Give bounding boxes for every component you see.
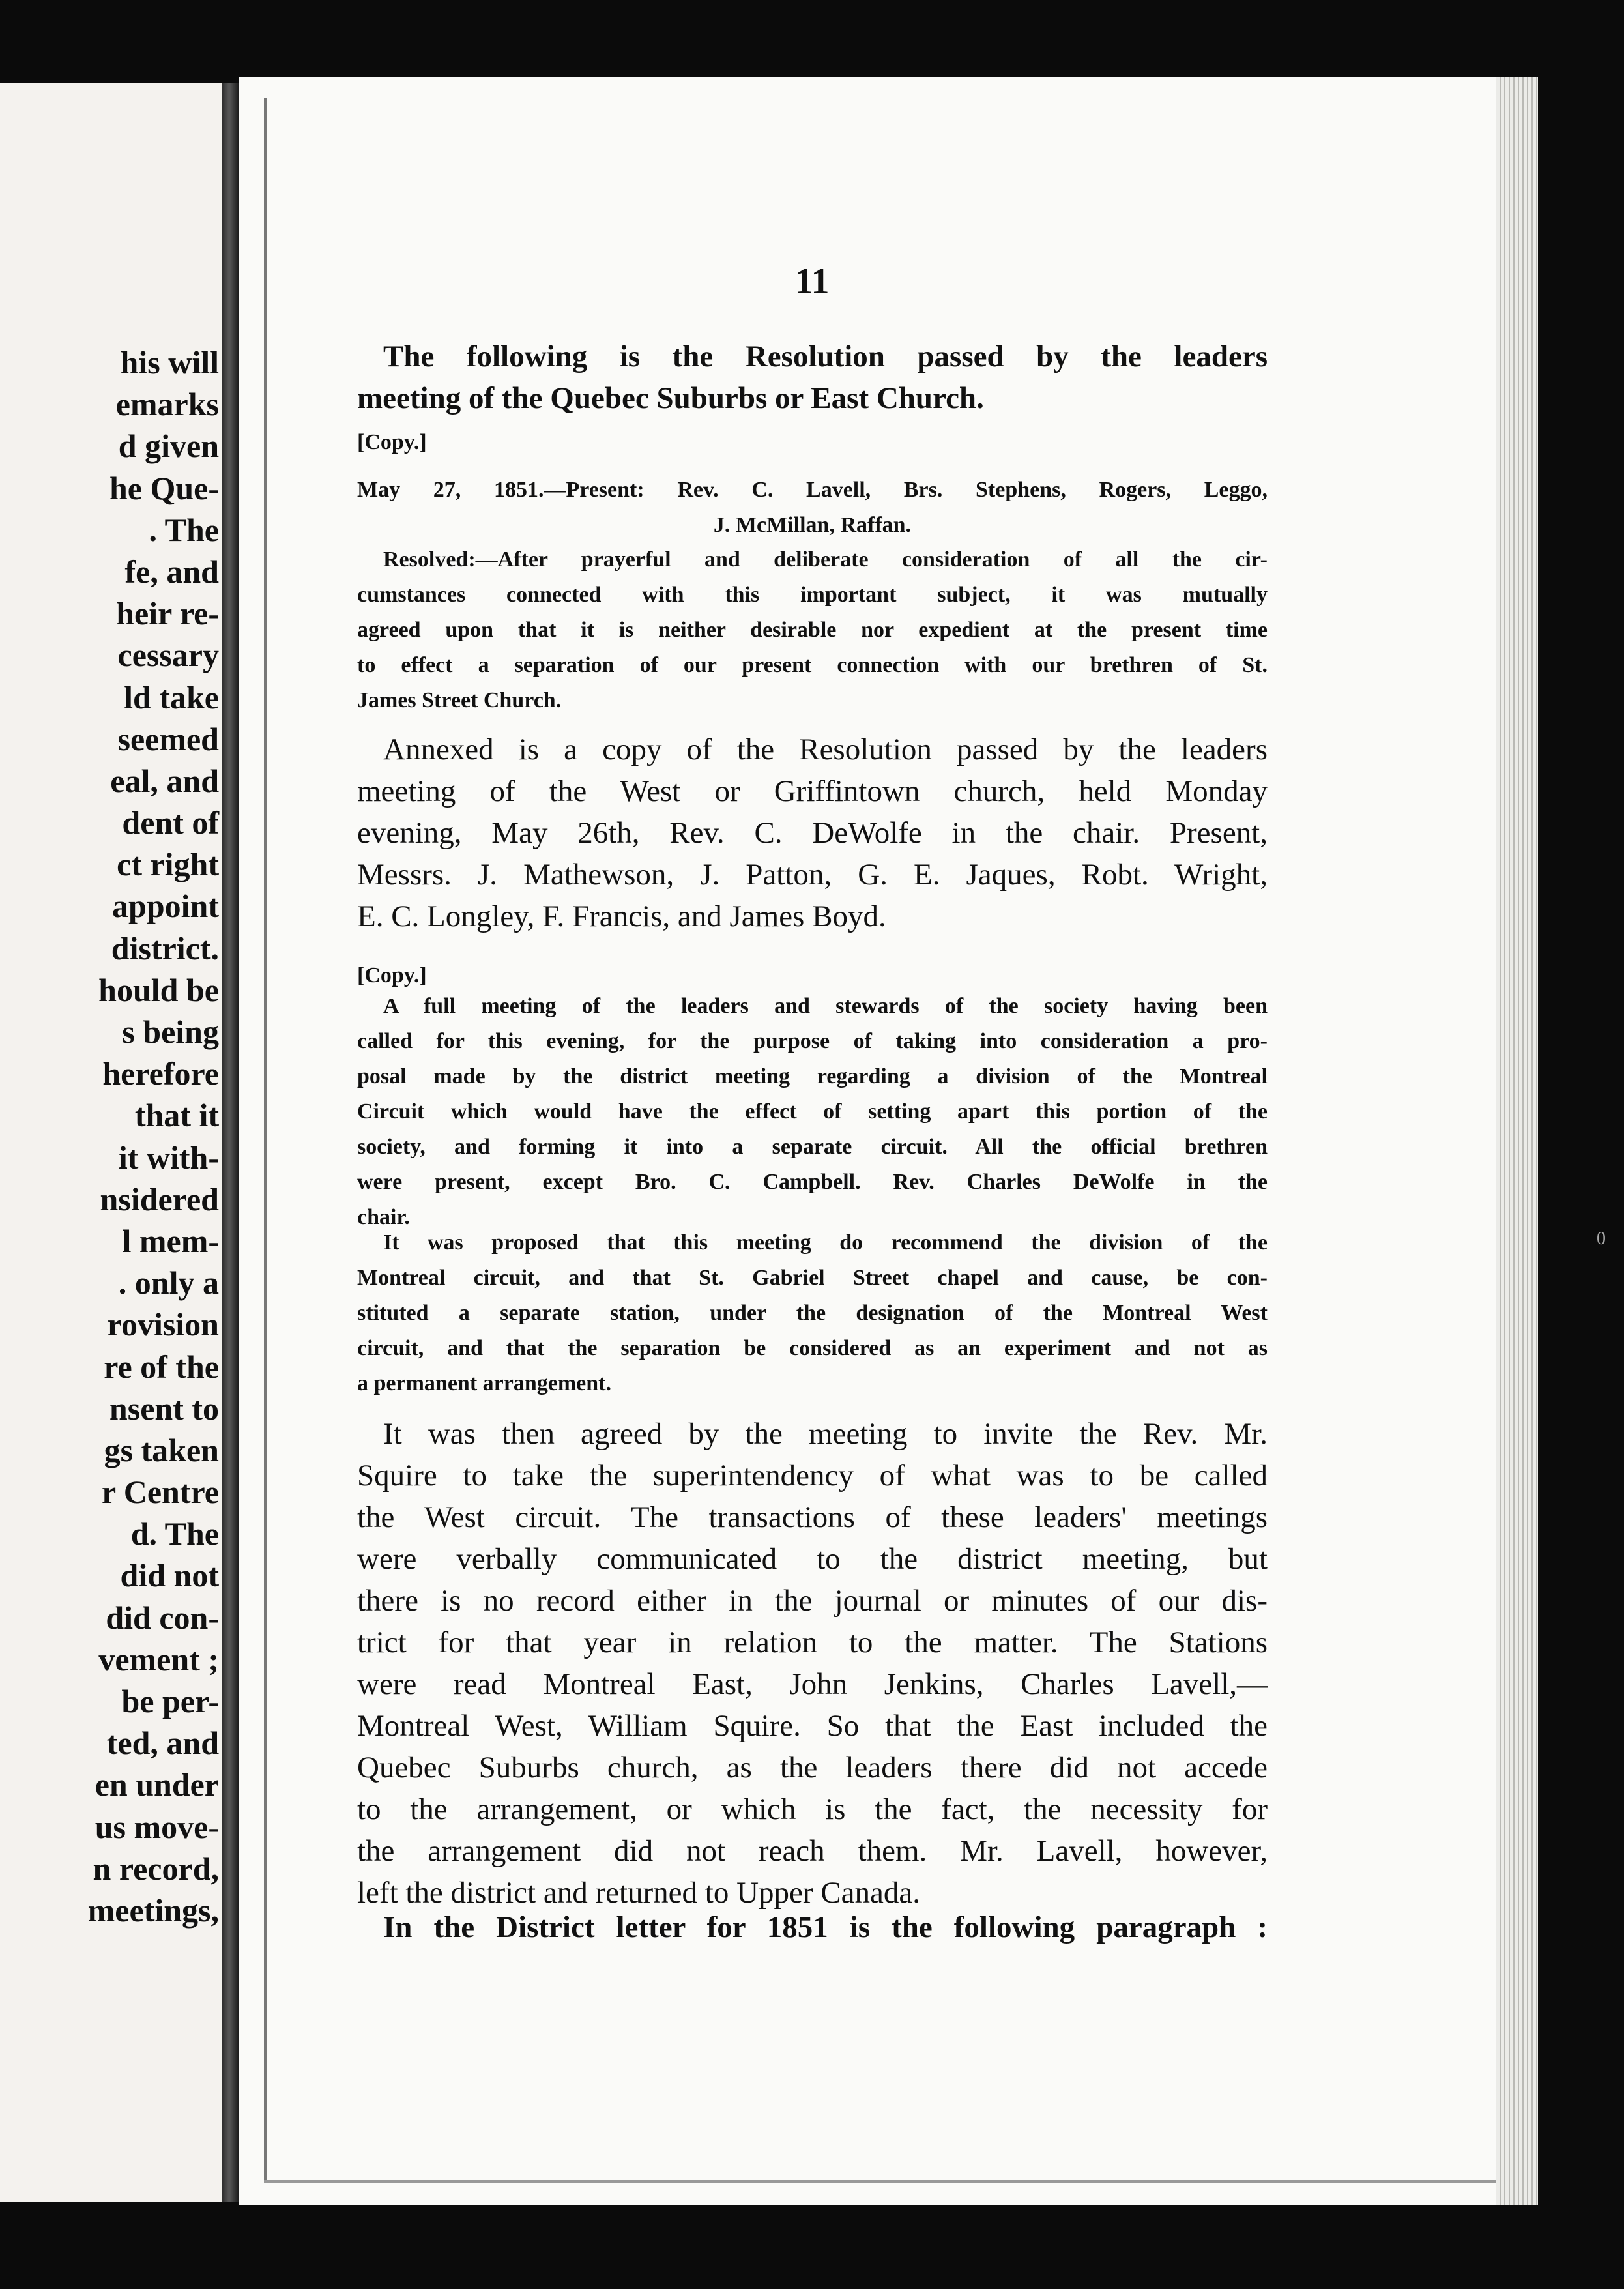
text-line: stituted a separate station, under the designation of the Montreal West [357,1301,1268,1325]
left-page-line: emarks [115,386,219,423]
left-page-line: appoint [112,888,219,925]
full-meeting-paragraph [357,981,1268,1227]
text-line: Circuit which would have the effect of setting apart this portion of the [357,1100,1268,1124]
text-line: the West circuit. The transactions of these leaders' meetings [357,1500,1268,1534]
left-page-line: re of the [104,1348,219,1385]
text-line: a permanent arrangement. [357,1371,611,1395]
text-line: society, and forming it into a separate circuit. All the official brethren [357,1135,1268,1159]
left-page-line: did not [120,1557,219,1594]
copy-label: [Copy.] [357,430,427,454]
text-line: agreed upon that it is neither desirable nor expedient at the present time [357,618,1268,642]
left-page-line: l mem- [122,1222,219,1259]
left-page [0,83,222,2202]
text-line: The following is the Resolution passed by the leaders [383,340,1268,373]
left-page-line: . only a [118,1264,219,1302]
left-page-line: cessary [117,637,219,674]
text-line: Squire to take the superintendency of what was to be called [357,1459,1268,1493]
district-letter-paragraph [357,1906,1268,1948]
page-edges [1496,77,1538,2205]
left-page-line: r Centre [101,1474,219,1511]
left-page-line: be per- [121,1683,219,1719]
text-line: Annexed is a copy of the Resolution passed by the leaders [383,733,1268,766]
text-line: meeting of the West or Griffintown church, held Monday [357,774,1268,808]
left-page-line: en under [94,1766,219,1803]
text-line: posal made by the district meeting regarding a division of the Montreal [357,1064,1268,1088]
left-page-line: herefore [102,1055,219,1092]
text-line: called for this evening, for the purpose of taking into consideration a pro- [357,1029,1268,1053]
left-page-line: dent of [122,804,219,841]
book-spine [222,83,239,2202]
left-page-line: he Que- [109,469,219,506]
agreed-paragraph [357,1413,1268,1914]
text-line: meeting of the Quebec Suburbs or East Church. [357,381,984,415]
left-page-line: seemed [117,720,219,757]
text-line: James Street Church. [357,688,562,712]
date-line [357,473,1268,543]
left-page-line: nsidered [100,1180,219,1217]
left-page-line: vement ; [98,1640,219,1678]
left-page-line: it with- [118,1139,219,1176]
text-line: there is no record either in the journal or minutes of our dis- [357,1584,1268,1618]
left-page-text [88,342,219,1931]
left-page-line: n record, [93,1850,219,1887]
page-border-left [264,98,267,2180]
left-page-line: d. The [130,1515,219,1553]
left-page-line: district. [111,929,219,967]
text-line: Montreal West, William Squire. So that the East included the [357,1709,1268,1743]
left-page-line: ld take [124,678,219,716]
left-page-line: heir re- [116,595,219,632]
text-line: It was then agreed by the meeting to invite the Rev. Mr. [383,1417,1268,1451]
text-line: A full meeting of the leaders and stewards of the society having been [383,994,1268,1018]
text-line: left the district and returned to Upper Canada. [357,1876,920,1910]
text-line: chair. [357,1205,410,1229]
left-page-line: nsent to [109,1390,219,1427]
text-line: E. C. Longley, F. Francis, and James Boyd. [357,899,886,933]
left-page-line: that it [134,1097,219,1134]
copy-label: [Copy.] [357,963,427,987]
text-line: evening, May 26th, Rev. C. DeWolfe in the chair. Present, [357,816,1268,850]
left-page-line: eal, and [110,762,219,799]
text-line: Montreal circuit, and that St. Gabriel Street chapel and cause, be con- [357,1266,1268,1290]
text-line: were verbally communicated to the district meeting, but [357,1542,1268,1576]
text-line: Resolved:—After prayerful and deliberate consideration of all the cir- [383,547,1268,572]
text-line: trict for that year in relation to the matter. The Stations [357,1626,1268,1659]
left-page-line: s being [122,1013,219,1050]
text-line: May 27, 1851.—Present: Rev. C. Lavell, Brs. Stephens, Rogers, Leggo, [357,478,1268,502]
text-line: were read Montreal East, John Jenkins, Charles Lavell,— [357,1667,1268,1701]
left-page-line: ted, and [106,1725,219,1762]
text-line: to the arrangement, or which is the fact, the necessity for [357,1792,1268,1826]
left-page-line: meetings, [87,1891,219,1929]
left-page-line: hould be [98,971,219,1008]
left-page-line: us move- [94,1808,219,1845]
text-line: Messrs. J. Mathewson, J. Patton, G. E. Jaques, Robt. Wright, [357,858,1268,892]
left-page-line: fe, and [124,553,219,590]
left-page-line: rovision [107,1306,219,1343]
text-line: J. McMillan, Raffan. [713,513,912,537]
text-line: circuit, and that the separation be considered as an experiment and not as [357,1336,1268,1360]
left-page-line: did con- [106,1599,219,1636]
text-line: to effect a separation of our present connection with our brethren of St. [357,653,1268,677]
text-line: It was proposed that this meeting do recommend the division of the [383,1231,1268,1255]
page-border-bottom [264,2180,1496,2183]
left-page-line: gs taken [104,1431,219,1468]
edge-mark: 0 [1597,1229,1606,1249]
text-line: Quebec Suburbs church, as the leaders there did not accede [357,1751,1268,1785]
text-line: cumstances connected with this important subject, it was mutually [357,583,1268,607]
proposed-paragraph [357,1225,1268,1401]
text-line: In the District letter for 1851 is the following paragraph : [383,1910,1268,1944]
text-line: the arrangement did not reach them. Mr. Lavell, however, [357,1834,1268,1868]
text-line: were present, except Bro. C. Campbell. Rev. Charles DeWolfe in the [357,1170,1268,1194]
left-page-line: . The [149,511,219,548]
left-page-line: his will [120,344,219,381]
page-number: 11 [794,261,830,302]
left-page-line: ct right [117,846,219,883]
resolved-paragraph [357,542,1268,718]
annexed-paragraph [357,729,1268,937]
intro-paragraph [357,336,1268,419]
left-page-line: d given [118,428,219,465]
